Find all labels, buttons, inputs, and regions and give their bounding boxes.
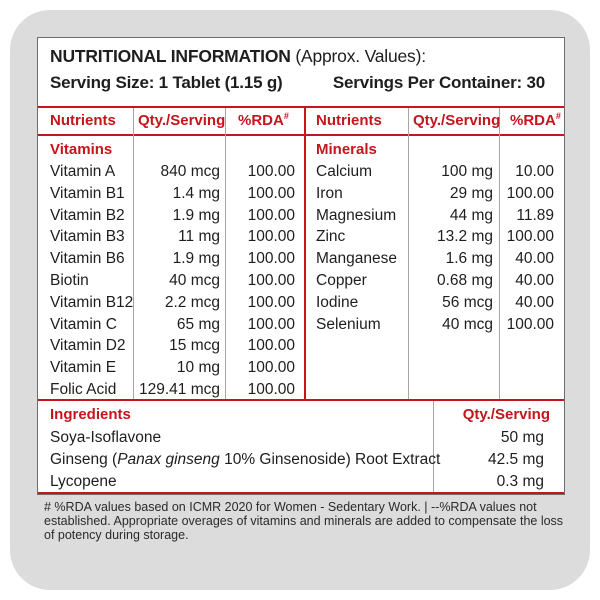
nutrient-name: Vitamin B12: [50, 293, 134, 311]
header-rda: %RDA#: [238, 111, 289, 129]
nutrient-qty: 1.9 mg: [172, 206, 220, 224]
header-qty: Qty./Serving: [413, 112, 501, 129]
nutrient-qty: 1.9 mg: [172, 250, 220, 268]
nutrient-rda: 100.00: [506, 315, 554, 333]
nutrient-name: Iodine: [316, 293, 359, 311]
nutrient-name: Iron: [316, 184, 343, 202]
nutrient-qty: 40 mcg: [442, 315, 493, 333]
nutrient-name: Vitamin C: [50, 315, 117, 333]
nutrient-qty: 40 mcg: [169, 272, 220, 289]
nutrient-qty: 129.41 mcg: [139, 381, 220, 398]
servings-per-container: Servings Per Container: 30: [332, 73, 545, 92]
nutrient-rda: 100.00: [247, 293, 295, 311]
nutrient-name: Vitamin E: [50, 359, 117, 377]
nutrient-name: Selenium: [316, 315, 381, 333]
nutrient-name: Zinc: [316, 228, 346, 246]
nutrient-qty: 44 mg: [449, 206, 493, 224]
col-divider: [133, 108, 134, 399]
nutrient-rda: 10.00: [515, 163, 554, 180]
nutrient-rda: 11.89: [516, 206, 554, 224]
nutrient-name: Vitamin A: [50, 163, 116, 180]
col-divider: [499, 108, 500, 399]
nutrient-name: Folic Acid: [50, 381, 117, 398]
nutrient-rda: 100.00: [247, 381, 295, 398]
nutrient-name: Vitamin B3: [50, 228, 125, 246]
section-minerals: Minerals: [316, 141, 377, 158]
nutrient-qty: 1.4 mg: [172, 184, 220, 202]
nutrient-rda: 40.00: [515, 293, 554, 311]
title-main: NUTRITIONAL INFORMATION: [50, 46, 291, 66]
nutrient-qty: 15 mcg: [169, 337, 220, 355]
ingredient-name: Lycopene: [50, 473, 117, 490]
ingredient-name: Ginseng (Panax ginseng 10% Ginsenoside) Root Extract: [50, 451, 441, 468]
nutrient-rda: 100.00: [247, 337, 295, 355]
ingredient-name: Soya-Isoflavone: [50, 429, 162, 446]
nutrient-qty: 65 mg: [176, 315, 220, 333]
title-note: (Approx. Values):: [295, 46, 426, 66]
ingredient-qty: 50 mg: [500, 429, 544, 446]
nutrient-rda: 100.00: [247, 206, 295, 224]
header-nutrients: Nutrients: [316, 112, 382, 129]
nutrient-qty: 100 mg: [441, 163, 493, 180]
section-ingredients: Ingredients: [50, 406, 131, 423]
header-rda: %RDA#: [510, 111, 561, 129]
nutrient-name: Copper: [316, 272, 367, 289]
nutrient-rda: 40.00: [515, 250, 554, 268]
nutrient-name: Magnesium: [316, 206, 397, 224]
nutrient-name: Vitamin B2: [50, 206, 125, 224]
nutrient-rda: 100.00: [247, 163, 295, 180]
col-divider: [408, 108, 409, 399]
nutrient-rda: 100.00: [506, 184, 554, 202]
panel-title: [50, 46, 426, 67]
nutrient-rda: 100.00: [247, 359, 295, 377]
nutrient-name: Vitamin D2: [50, 337, 126, 355]
rule-bottom: [38, 492, 564, 494]
serving-size: Serving Size: 1 Tablet (1.15 g): [50, 73, 283, 92]
nutrient-qty: 29 mg: [449, 184, 493, 202]
nutrient-name: Calcium: [316, 163, 372, 180]
nutrient-qty: 10 mg: [176, 359, 220, 377]
nutrient-rda: 100.00: [506, 228, 554, 246]
header-nutrients: Nutrients: [50, 112, 116, 129]
nutrient-rda: 100.00: [247, 184, 295, 202]
header-ingredient-qty: Qty./Serving: [462, 406, 550, 423]
nutrient-name: Vitamin B6: [50, 250, 125, 268]
col-divider-center: [304, 108, 306, 399]
rule-ingredients: [38, 399, 564, 401]
nutrient-qty: 2.2 mcg: [164, 293, 220, 311]
nutrient-rda: 40.00: [515, 272, 554, 289]
nutrient-qty: 56 mcg: [442, 293, 493, 311]
nutrient-name: Vitamin B1: [50, 184, 125, 202]
serving-line: [50, 73, 545, 93]
nutrient-qty: 840 mcg: [160, 163, 220, 180]
nutrient-qty: 13.2 mg: [436, 228, 493, 246]
section-vitamins: Vitamins: [50, 141, 113, 158]
ingredient-qty: 0.3 mg: [496, 473, 544, 490]
nutrient-rda: 100.00: [247, 228, 295, 246]
nutrient-rda: 100.00: [247, 315, 295, 333]
nutrition-panel: [37, 37, 565, 495]
header-qty: Qty./Serving: [138, 112, 226, 129]
nutrient-rda: 100.00: [247, 250, 295, 268]
nutrient-name: Manganese: [316, 250, 398, 268]
col-divider-ingredients: [433, 401, 434, 492]
nutrient-qty: 0.68 mg: [436, 272, 493, 289]
nutrient-qty: 11 mg: [178, 228, 220, 246]
ingredient-qty: 42.5 mg: [487, 451, 544, 468]
footnote: # %RDA values based on ICMR 2020 for Women - Sedentary Work. | --%RDA values not established. Appropriate overages of vitamins and minerals are added to compensate the loss of potency during storage.: [44, 500, 564, 542]
nutrient-rda: 100.00: [247, 272, 295, 289]
nutrient-qty: 1.6 mg: [445, 250, 493, 268]
nutrient-name: Biotin: [50, 272, 89, 289]
col-divider: [225, 108, 226, 399]
